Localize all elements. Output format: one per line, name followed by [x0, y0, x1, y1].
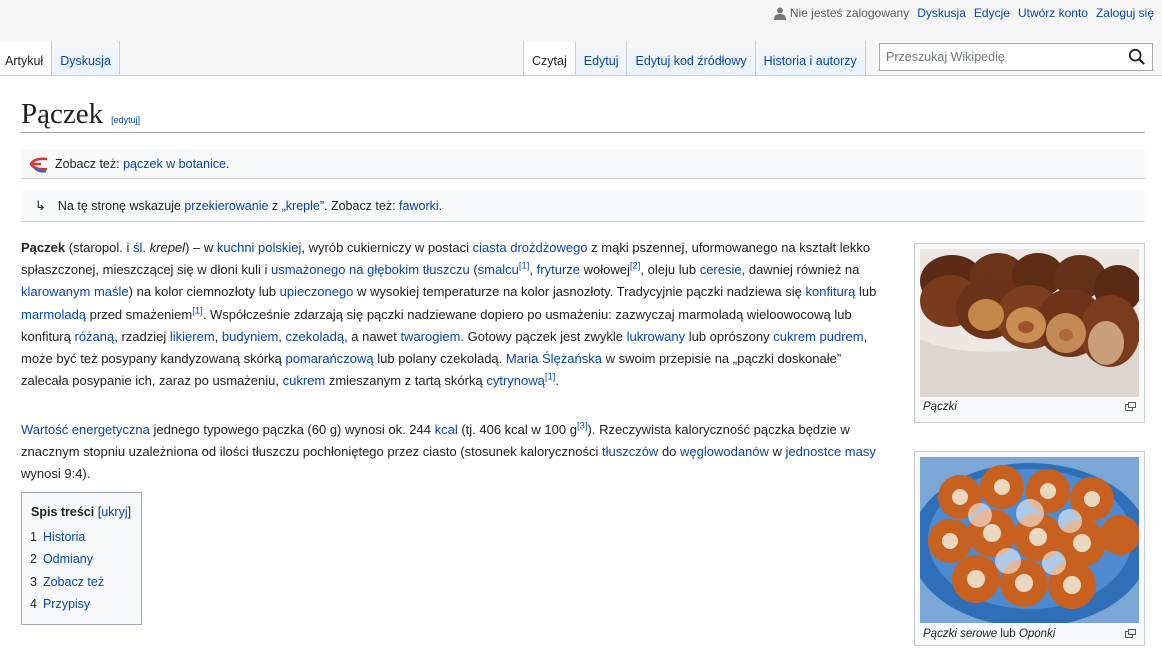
reference-link[interactable]: [2] — [629, 260, 641, 272]
text-run: , — [214, 328, 222, 344]
hatnote-botany — [21, 149, 1145, 179]
text-run: (staropol. i — [65, 240, 134, 255]
tab-discussion[interactable]: Dyskusja — [52, 41, 120, 75]
toc-item-3[interactable] — [30, 575, 104, 589]
tab-edit-source[interactable]: Edytuj kod źródłowy — [627, 41, 755, 75]
wiki-link[interactable]: czekoladą — [285, 328, 345, 344]
toc-number: 4 — [30, 597, 37, 611]
thumbnail-caption — [923, 628, 1055, 640]
wiki-link[interactable]: cytrynową — [486, 373, 545, 389]
text-run: wołowej — [580, 262, 630, 278]
text-run: w — [768, 444, 786, 460]
text-run: przed smażeniem — [86, 306, 193, 322]
thumbnail-paczki — [914, 243, 1145, 423]
intro-paragraph — [21, 237, 889, 392]
wiktionary-icon — [27, 155, 49, 173]
personal-toolbar — [774, 6, 1154, 20]
text-run: . — [555, 373, 560, 389]
title-edit-link[interactable]: [edytuj] — [111, 115, 141, 125]
thumbnail-caption: Pączki — [923, 401, 957, 413]
caption-part-a: Pączki serowe — [923, 628, 998, 640]
toc-link-odmiany[interactable]: Odmiany — [42, 552, 93, 566]
toc-hide-toggle[interactable]: [ukryj] — [97, 505, 132, 519]
redirect-text-4: . — [438, 199, 443, 213]
view-tabs — [523, 40, 866, 75]
wiki-link[interactable]: ceresie — [699, 262, 742, 278]
reference-link[interactable]: [1] — [544, 371, 556, 383]
text-run: . Gotowy pączek jest zwykle — [460, 328, 627, 344]
energy-paragraph — [21, 419, 889, 486]
wiki-link[interactable]: kcal — [434, 422, 458, 437]
bold-term: Pączek — [21, 240, 66, 255]
table-of-contents — [21, 492, 142, 625]
toc-link-przypisy[interactable]: Przypisy — [42, 597, 91, 611]
text-run: ) – w — [185, 240, 217, 255]
redirect-text-3: . Zobacz też: — [324, 199, 400, 213]
oponki-image[interactable] — [920, 457, 1139, 623]
user-icon — [774, 7, 786, 20]
text-run: . Współcześnie zdarzają się pączki nadziewane dopiero po usmażeniu: zazwyczaj marmoladą wieloowocową lub konfiturą — [21, 306, 852, 344]
botany-link[interactable]: pączek w botanice — [123, 156, 226, 171]
text-run: , dawniej również na — [741, 262, 860, 278]
wiki-link[interactable]: cukrem — [282, 373, 326, 389]
reference-link[interactable]: [1] — [192, 305, 203, 317]
wiki-link[interactable]: różaną — [74, 328, 115, 344]
wiki-link[interactable]: cukrem pudrem — [773, 328, 864, 344]
tab-article[interactable]: Artykuł — [0, 41, 52, 75]
paczki-image[interactable] — [920, 249, 1139, 397]
text-run: wynosi 9:4). — [21, 466, 91, 482]
text-run: lub oprószony — [685, 328, 774, 344]
reference-link[interactable]: [1] — [518, 260, 530, 272]
content-area — [0, 75, 1162, 649]
italic-text: krepel — [149, 240, 186, 255]
text-run: w wysokiej temperaturze na kolor jasnozłoty. Tradycyjnie pączki nadziewa się — [353, 284, 806, 300]
redirect-text-1: Na tę stronę wskazuje — [57, 199, 185, 213]
text-run: , — [278, 328, 286, 344]
toc-item-1[interactable] — [30, 530, 85, 544]
wiki-link[interactable]: smalcu — [477, 262, 519, 278]
wiki-link[interactable]: usmażonego na głębokim tłuszczu — [270, 262, 470, 278]
wiki-link[interactable]: węglowodanów — [680, 444, 769, 460]
wiki-link[interactable]: marmoladą — [21, 306, 87, 322]
wiki-link[interactable]: tłuszczów — [601, 444, 659, 460]
wiki-link[interactable]: ciasta drożdżowego — [472, 240, 588, 255]
namespace-tabs — [0, 40, 120, 75]
wiki-link[interactable]: pomarańczową — [285, 351, 374, 367]
magnify-icon[interactable] — [1125, 402, 1136, 411]
wiki-link[interactable]: śl. — [133, 240, 147, 255]
thumbnail-oponki — [914, 451, 1145, 646]
text-run: lub polany czekoladą. — [373, 351, 506, 367]
text-run: do — [658, 444, 681, 460]
text-run: w swoim przepisie na „pączki doskonałe” zalecała posypanie ich, zaraz po usmażeniu, — [21, 351, 842, 389]
hatnote-suffix: . — [225, 156, 230, 171]
text-run: ). Rzeczywista kaloryczność pączka będzie w znacznym stopniu uzależniona od ilości tłuszczu pochłoniętego przez ciasto (stosunek kaloryczności — [21, 422, 850, 460]
text-run: (tj. 406 kcal w 100 g — [457, 422, 577, 437]
magnify-icon[interactable] — [1125, 629, 1136, 638]
toc-item-4[interactable] — [30, 597, 90, 611]
wiki-link[interactable]: kuchni polskiej — [216, 240, 302, 255]
text-run: , a nawet — [344, 328, 401, 344]
text-run: jednego typowego pączka (60 g) wynosi ok. 244 — [149, 422, 435, 437]
tab-history[interactable]: Historia i autorzy — [756, 41, 866, 75]
hatnote-redirect — [21, 191, 1145, 222]
wiki-link[interactable]: lukrowany — [626, 328, 686, 344]
caption-part-c: Oponki — [1018, 628, 1056, 640]
login-link[interactable]: Zaloguj się — [1095, 6, 1154, 20]
text-run: ) na kolor ciemnozłoty lub — [128, 284, 280, 300]
text-run: , wyrób cukierniczy w postaci — [301, 240, 473, 255]
search-box — [879, 43, 1153, 71]
toc-number: 3 — [30, 575, 37, 589]
wiki-link[interactable]: jednostce masy — [785, 444, 876, 460]
wiki-link[interactable]: Maria Ślężańska — [505, 351, 602, 367]
text-run: , — [529, 262, 537, 278]
personal-talk-link[interactable]: Dyskusja — [917, 6, 966, 20]
redirect-link[interactable]: przekierowanie — [184, 199, 269, 213]
toc-hide-link[interactable]: ukryj — [101, 505, 128, 519]
toc-item-2[interactable] — [30, 552, 93, 566]
kreple-link[interactable]: „kreple” — [281, 199, 325, 213]
text-run: lub — [855, 284, 877, 300]
toc-number: 2 — [30, 552, 37, 566]
toc-link-zobacz[interactable]: Zobacz też — [42, 575, 105, 589]
personal-contributions-link[interactable]: Edycje — [973, 6, 1010, 20]
wiki-link[interactable]: fryturze — [536, 262, 580, 278]
toc-title: Spis treści — [31, 505, 95, 519]
redirect-text-2: z — [268, 199, 282, 213]
toc-number: 1 — [30, 530, 37, 544]
search-input[interactable] — [880, 50, 1128, 64]
reference-link[interactable]: [3] — [576, 420, 588, 432]
not-logged-text: Nie jesteś zalogowany — [789, 6, 910, 20]
wiki-link[interactable]: klarowanym maśle — [21, 284, 129, 300]
wiki-link[interactable]: budyniem — [221, 328, 279, 344]
create-account-link[interactable]: Utwórz konto — [1017, 6, 1088, 20]
wiki-link[interactable]: twarogiem — [400, 328, 461, 344]
hatnote-prefix: Zobacz też: — [55, 156, 124, 171]
wiki-link[interactable]: upieczonego — [279, 284, 354, 300]
toc-header — [31, 505, 131, 519]
title-row — [21, 94, 1145, 133]
redirect-arrow-icon: ↳ — [35, 198, 46, 213]
text-run: z mąki pszennej, uformowanego na kształt lekko spłaszczonej, mieszczącej się w dłoni kuli i — [21, 240, 871, 278]
faworki-link[interactable]: faworki — [399, 199, 439, 213]
text-run: zmieszanym z tartą skórką — [325, 373, 487, 389]
text-run: , oleju lub — [640, 262, 700, 278]
wiki-link[interactable]: Wartość energetyczna — [21, 422, 150, 437]
search-icon[interactable] — [1128, 48, 1146, 66]
toc-link-historia[interactable]: Historia — [42, 530, 86, 544]
wiki-link[interactable]: likierem — [169, 328, 215, 344]
page-title: Pączek — [21, 98, 104, 130]
text-run: , rzadziej — [114, 328, 170, 344]
wiki-link[interactable]: konfiturą — [805, 284, 856, 300]
text-run: ( — [469, 262, 478, 278]
text-run: , może być też posypany kandyzowaną skórką — [21, 328, 868, 367]
tab-edit[interactable]: Edytuj — [576, 41, 628, 75]
caption-part-b: lub — [997, 628, 1019, 640]
tab-read[interactable]: Czytaj — [523, 41, 576, 75]
